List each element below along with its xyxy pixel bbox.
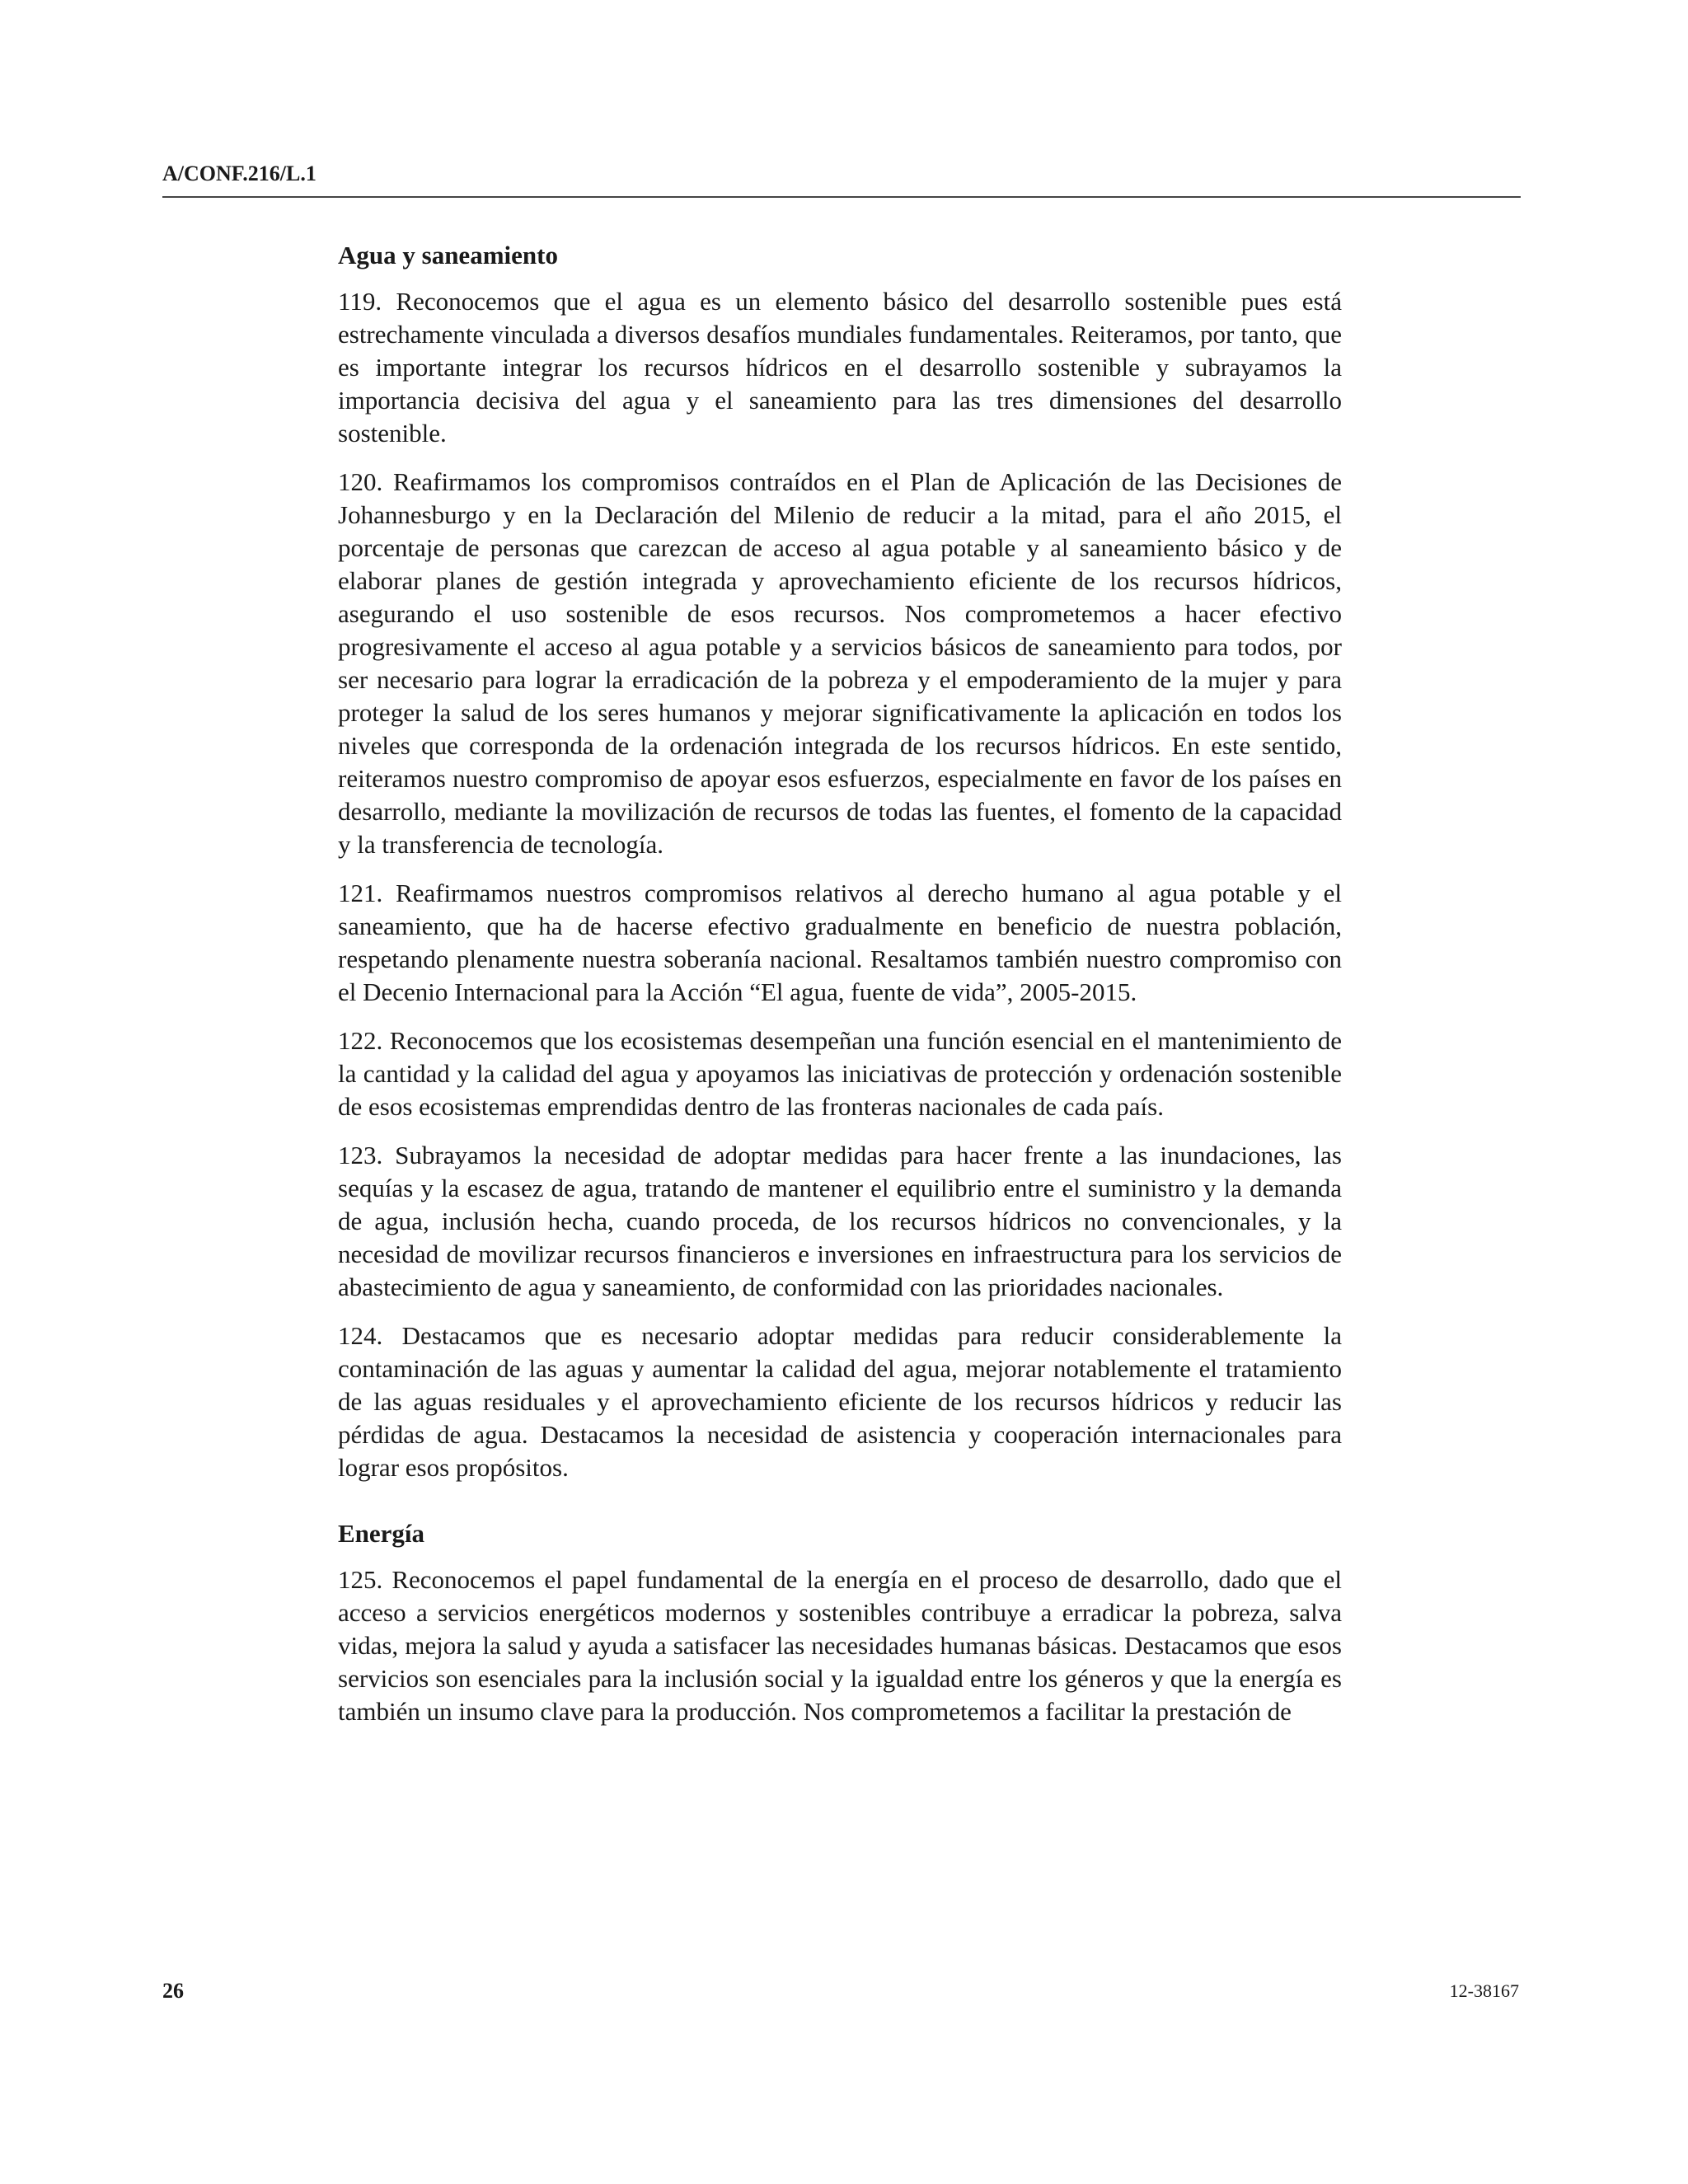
document-number: 12-38167 <box>1449 1980 1519 2001</box>
paragraph-122: 122. Reconocemos que los ecosistemas desempeñan una función esencial en el mantenimiento de la cantidad y la calidad del agua y apoyamos las iniciativas de protección y ordenación sostenible de esos ecosistemas emprendidas dentro de las fronteras nacionales de cada país. <box>338 1026 1342 1121</box>
page-number: 26 <box>162 1979 184 2003</box>
paragraph-125: 125. Reconocemos el papel fundamental de la energía en el proceso de desarrollo, dado que el acceso a servicios energéticos modernos y sostenibles contribuye a erradicar la pobreza, salva vidas, mejora la salud y ayuda a satisfacer las necesidades humanas básicas. Destacamos que esos servicios son esenciales para la inclusión social y la igualdad entre los géneros y que la energía es también un insumo clave para la producción. Nos comprometemos a facilitar la prestación de <box>338 1565 1342 1726</box>
paragraph-119: 119. Reconocemos que el agua es un elemento básico del desarrollo sostenible pues está estrechamente vinculada a diversos desafíos mundiales fundamentales. Reiteramos, por tanto, que es importante integrar los recursos hídricos en el desarrollo sostenible y subrayamos la importancia decisiva del agua y el saneamiento para las tres dimensiones del desarrollo sostenible. <box>338 287 1342 448</box>
paragraph-120: 120. Reafirmamos los compromisos contraídos en el Plan de Aplicación de las Decisiones de Johannesburgo y en la Declaración del Milenio de reducir a la mitad, para el año 2015, el porcentaje de personas que carezcan de acceso al agua potable y al saneamiento básico y de elaborar planes de gestión integrada y aprovechamiento eficiente de los recursos hídricos, asegurando el uso sostenible de esos recursos. Nos comprometemos a hacer efectivo progresivamente el acceso al agua potable y a servicios básicos de saneamiento para todos, por ser necesario para lograr la erradicación de la pobreza y el empoderamiento de la mujer y para proteger la salud de los seres humanos y mejorar significativamente la aplicación en todos los niveles que corresponda de la ordenación integrada de los recursos hídricos. En este sentido, reiteramos nuestro compromiso de apoyar esos esfuerzos, especialmente en favor de los países en desarrollo, mediante la movilización de recursos de todas las fuentes, el fomento de la capacidad y la transferencia de tecnología. <box>338 467 1342 859</box>
section-heading-water: Agua y saneamiento <box>338 241 558 269</box>
paragraph-123: 123. Subrayamos la necesidad de adoptar medidas para hacer frente a las inundaciones, las sequías y la escasez de agua, tratando de mantener el equilibrio entre el suministro y la demanda de agua, inclusión hecha, cuando proceda, de los recursos hídricos no convencionales, y la necesidad de movilizar recursos financieros e inversiones en infraestructura para los servicios de abastecimiento de agua y saneamiento, de conformidad con las prioridades nacionales. <box>338 1141 1342 1301</box>
document-symbol: A/CONF.216/L.1 <box>162 162 316 185</box>
paragraph-124: 124. Destacamos que es necesario adoptar medidas para reducir considerablemente la contaminación de las aguas y aumentar la calidad del agua, mejorar notablemente el tratamiento de las aguas residuales y el aprovechamiento eficiente de los recursos hídricos y reducir las pérdidas de agua. Destacamos la necesidad de asistencia y cooperación internacionales para lograr esos propósitos. <box>338 1321 1342 1482</box>
header-rule <box>162 196 1521 198</box>
paragraph-121: 121. Reafirmamos nuestros compromisos relativos al derecho humano al agua potable y el saneamiento, que ha de hacerse efectivo gradualmente en beneficio de nuestra población, respetando plenamente nuestra soberanía nacional. Resaltamos también nuestro compromiso con el Decenio Internacional para la Acción “El agua, fuente de vida”, 2005-2015. <box>338 879 1342 1006</box>
body-column <box>338 239 1342 1744</box>
section-heading-energy: Energía <box>338 1519 425 1548</box>
